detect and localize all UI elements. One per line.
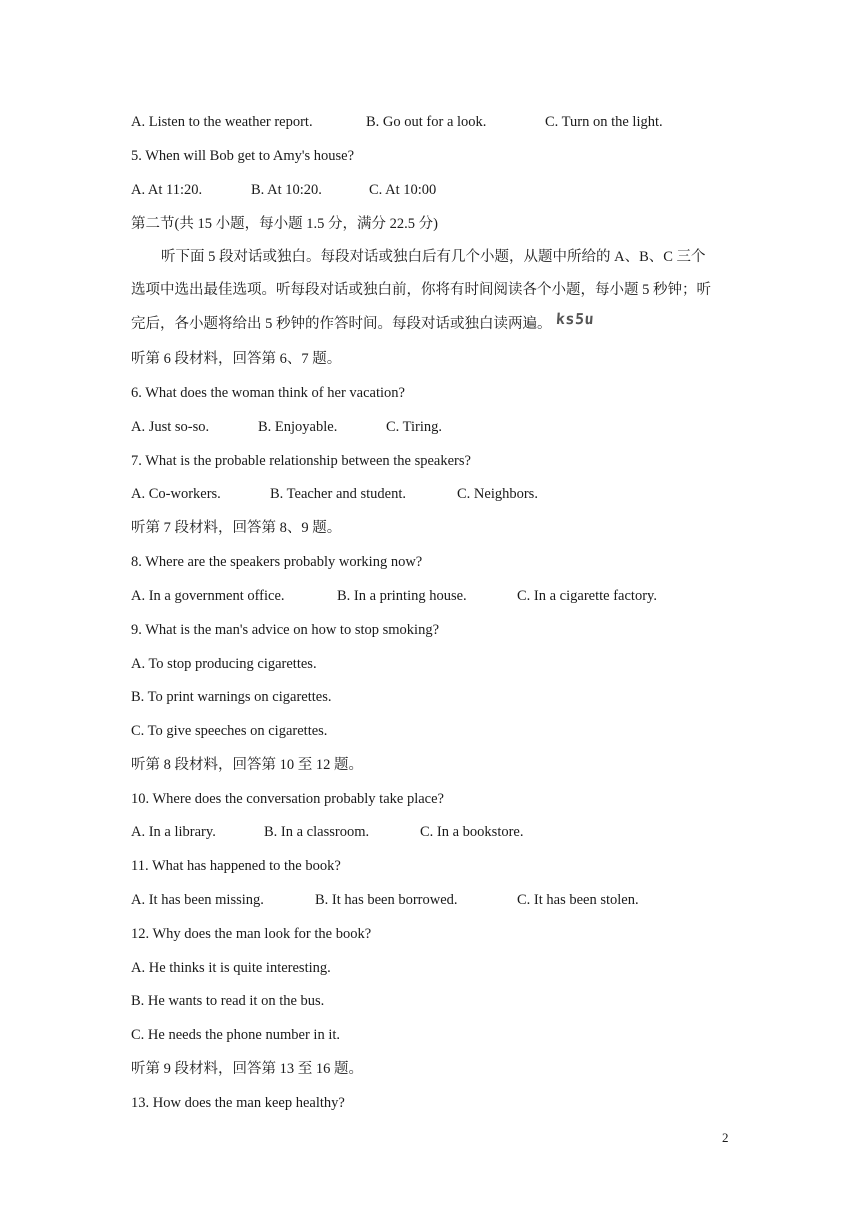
q8-option-a: A. In a government office.: [131, 588, 285, 604]
ks5u-watermark-logo: ks5u: [554, 310, 595, 328]
material-8-heading: 听第 8 段材料，回答第 10 至 12 题。: [131, 757, 363, 773]
q4-option-c: C. Turn on the light.: [545, 114, 663, 130]
q11-option-c: C. It has been stolen.: [517, 892, 639, 908]
instructions-line-2: 选项中选出最佳选项。听每段对话或独白前，你将有时间阅读各个小题，每小题 5 秒钟；听: [131, 282, 711, 298]
question-5: 5. When will Bob get to Amy's house?: [131, 148, 355, 164]
q5-option-c: C. At 10:00: [369, 182, 437, 198]
q4-option-b: B. Go out for a look.: [366, 114, 487, 130]
q10-options: [131, 823, 524, 841]
q9-option-b: B. To print warnings on cigarettes.: [131, 689, 332, 705]
q7-option-b: B. Teacher and student.: [270, 486, 407, 502]
q5-options: [131, 181, 436, 199]
material-6-heading: 听第 6 段材料，回答第 6、7 题。: [131, 351, 342, 367]
q7-option-a: A. Co-workers.: [131, 486, 221, 502]
q7-options: [131, 485, 538, 503]
q4-options: [131, 113, 663, 131]
question-11: 11. What has happened to the book?: [131, 858, 341, 874]
section-2-instructions: [131, 248, 731, 348]
q9-option-c: C. To give speeches on cigarettes.: [131, 723, 328, 739]
q8-option-b: B. In a printing house.: [337, 588, 467, 604]
q9-option-a: A. To stop producing cigarettes.: [131, 656, 317, 672]
q12-option-b: B. He wants to read it on the bus.: [131, 993, 325, 1009]
q6-option-b: B. Enjoyable.: [258, 419, 338, 435]
q12-option-a: A. He thinks it is quite interesting.: [131, 960, 331, 976]
question-10: 10. Where does the conversation probably take place?: [131, 791, 444, 807]
q5-option-a: A. At 11:20.: [131, 182, 203, 198]
question-7: 7. What is the probable relationship between the speakers?: [131, 453, 471, 469]
question-9: 9. What is the man's advice on how to stop smoking?: [131, 622, 440, 638]
q7-option-c: C. Neighbors.: [457, 486, 538, 502]
material-9-heading: 听第 9 段材料，回答第 13 至 16 题。: [131, 1061, 363, 1077]
question-12: 12. Why does the man look for the book?: [131, 926, 372, 942]
q11-option-a: A. It has been missing.: [131, 892, 264, 908]
q11-options: [131, 891, 639, 909]
page-number: 2: [722, 1130, 729, 1145]
instructions-line-3: [131, 310, 595, 333]
q6-options: [131, 418, 442, 436]
q10-option-a: A. In a library.: [131, 824, 216, 840]
instructions-line-1: 听下面 5 段对话或独白。每段对话或独白后有几个小题，从题中所给的 A、B、C 三个: [161, 249, 706, 265]
q6-option-c: C. Tiring.: [386, 419, 443, 435]
q6-option-a: A. Just so-so.: [131, 419, 210, 435]
question-8: 8. Where are the speakers probably working now?: [131, 554, 423, 570]
instructions-line-3-text: 完后，各小题将给出 5 秒钟的作答时间。每段对话或独白读两遍。: [131, 316, 552, 332]
q5-option-b: B. At 10:20.: [251, 182, 322, 198]
material-7-heading: 听第 7 段材料，回答第 8、9 题。: [131, 520, 342, 536]
q10-option-c: C. In a bookstore.: [420, 824, 524, 840]
q8-options: [131, 587, 657, 605]
q11-option-b: B. It has been borrowed.: [315, 892, 458, 908]
q10-option-b: B. In a classroom.: [264, 824, 370, 840]
question-13: 13. How does the man keep healthy?: [131, 1095, 345, 1111]
q8-option-c: C. In a cigarette factory.: [517, 588, 657, 604]
q4-option-a: A. Listen to the weather report.: [131, 114, 313, 130]
q12-option-c: C. He needs the phone number in it.: [131, 1027, 340, 1043]
section-2-title: 第二节(共 15 小题，每小题 1.5 分，满分 22.5 分): [131, 216, 438, 232]
question-6: 6. What does the woman think of her vacation?: [131, 385, 405, 401]
